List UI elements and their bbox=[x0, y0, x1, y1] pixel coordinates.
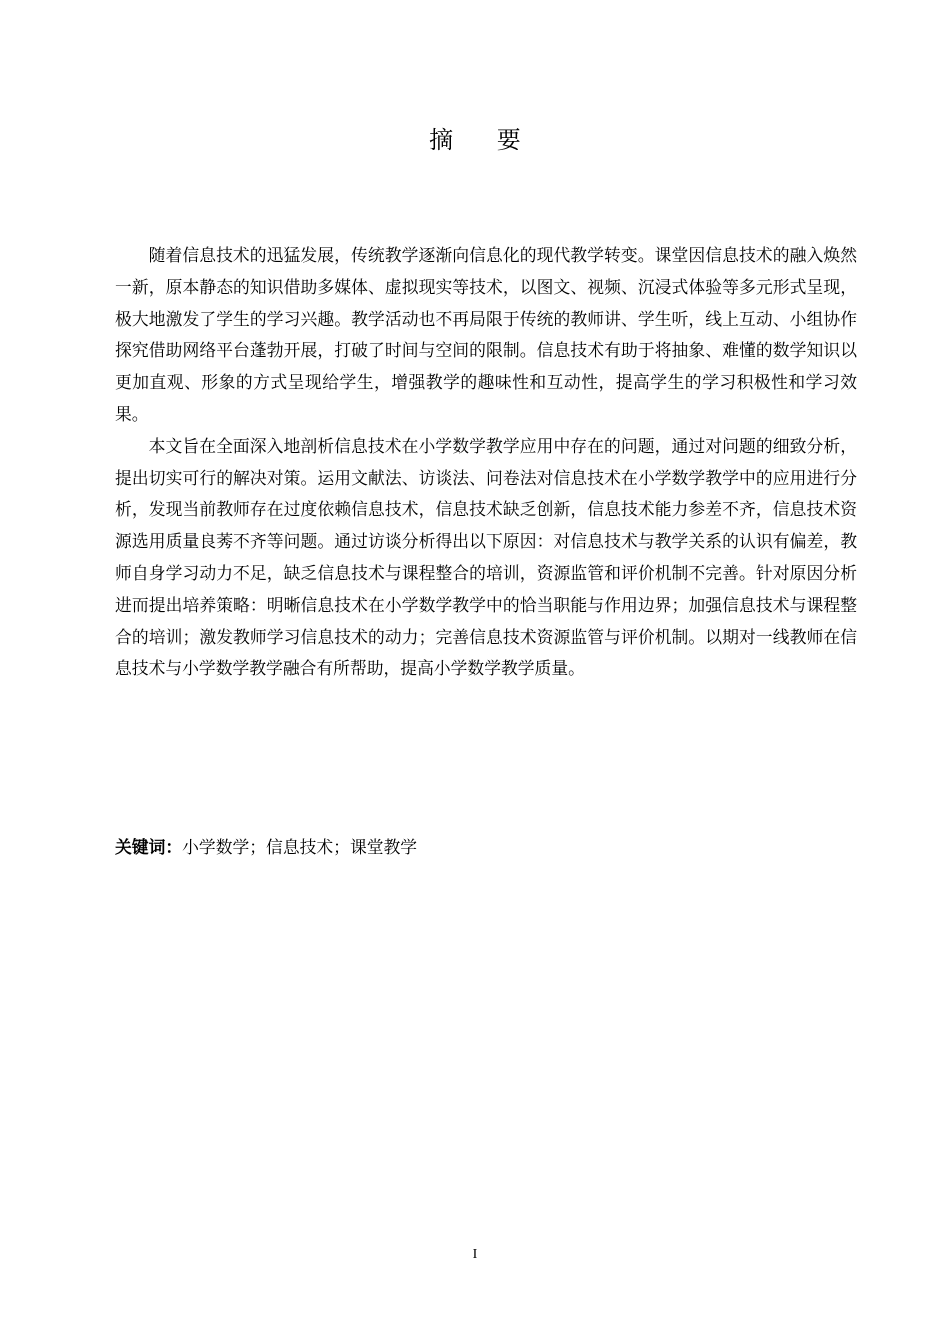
keywords-label: 关键词： bbox=[115, 837, 183, 857]
abstract-body bbox=[115, 240, 857, 685]
keywords-value: 小学数学；信息技术；课堂教学 bbox=[182, 837, 418, 857]
abstract-paragraph-2: 本文旨在全面深入地剖析信息技术在小学数学教学应用中存在的问题，通过对问题的细致分析，提出切实可行的解决对策。运用文献法、访谈法、问卷法对信息技术在小学数学教学中的应用进行分析，发现当前教师存在过度依赖信息技术，信息技术缺乏创新，信息技术能力参差不齐，信息技术资源选用质量良莠不齐等问题。通过访谈分析得出以下原因：对信息技术与教学关系的认识有偏差，教师自身学习动力不足，缺乏信息技术与课程整合的培训，资源监管和评价机制不完善。针对原因分析进而提出培养策略：明晰信息技术在小学数学教学中的恰当职能与作用边界；加强信息技术与课程整合的培训；激发教师学习信息技术的动力；完善信息技术资源监管与评价机制。以期对一线教师在信息技术与小学数学教学融合有所帮助，提高小学数学教学质量。 bbox=[115, 435, 857, 679]
abstract-title: 摘 要 bbox=[429, 126, 539, 154]
keywords-line bbox=[115, 832, 857, 864]
abstract-paragraph-1: 随着信息技术的迅猛发展，传统教学逐渐向信息化的现代教学转变。课堂因信息技术的融入焕然一新，原本静态的知识借助多媒体、虚拟现实等技术，以图文、视频、沉浸式体验等多元形式呈现，极大地激发了学生的学习兴趣。教学活动也不再局限于传统的教师讲、学生听，线上互动、小组协作探究借助网络平台蓬勃开展，打破了时间与空间的限制。信息技术有助于将抽象、难懂的数学知识以更加直观、形象的方式呈现给学生，增强教学的趣味性和互动性，提高学生的学习积极性和学习效果。 bbox=[115, 245, 857, 424]
page-number: I bbox=[472, 1247, 478, 1262]
